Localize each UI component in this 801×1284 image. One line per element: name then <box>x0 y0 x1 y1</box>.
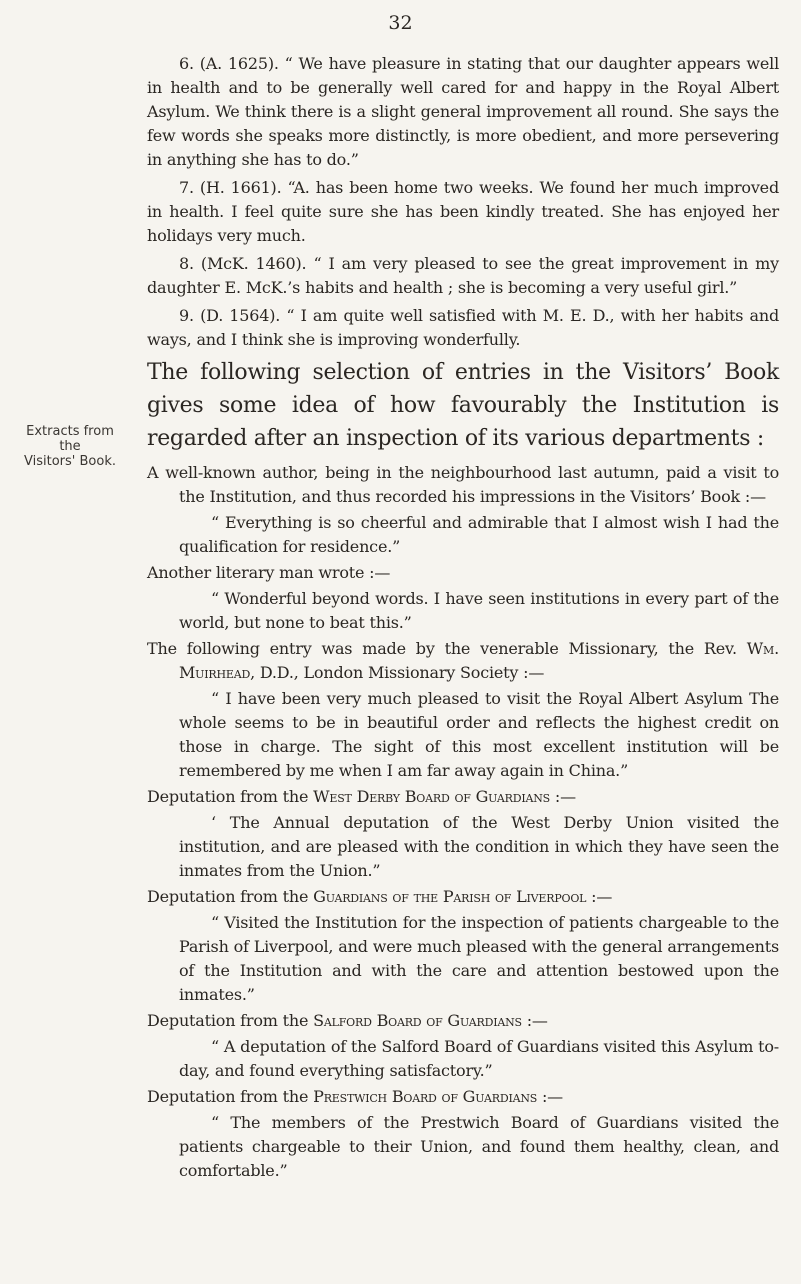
letter-paragraph: 7. (H. 1661). “A. has been home two weeks. We found her much improved in health. I feel quite sure she has been kindly treated. She has enjoyed her holidays very much. <box>147 178 779 245</box>
entry-intro <box>147 1085 779 1109</box>
entry-intro-text: :— <box>537 1087 563 1106</box>
entry-intro-text: , D.D., London Missionary Society :— <box>250 663 545 682</box>
entry-intro-text: :— <box>550 787 576 806</box>
entry-intro-text: Deputation from the <box>147 1011 314 1030</box>
entry-quote: “ Visited the Institution for the inspection of patients chargeable to the Parish of Liverpool, and were much pleased with the general arrangements of the Institution and with the care and attention bestowed upon the inmates.” <box>179 913 779 1004</box>
entry-quote: “ A deputation of the Salford Board of Guardians visited this Asylum to-day, and found everything satisfactory.” <box>179 1037 779 1080</box>
letter-paragraph: 8. (McK. 1460). “ I am very pleased to see the great improvement in my daughter E. McK.’s habits and health ; she is becoming a very useful girl.” <box>147 254 779 297</box>
page-number: 32 <box>388 12 413 34</box>
entry-quote: “ I have been very much pleased to visit the Royal Albert Asylum The whole seems to be in beautiful order and reflects the highest credit on those in charge. The sight of this most excellent institution will be remembered by me when I am far away again in China.” <box>179 689 779 780</box>
entry-quote: ‘ The Annual deputation of the West Derby Union visited the institution, and are pleased with the condition in which they have seen the inmates from the Union.” <box>179 813 779 880</box>
entry-intro-name: Guardians of the Parish of Liverpool <box>313 887 587 906</box>
letter-paragraph: 6. (A. 1625). “ We have pleasure in stating that our daughter appears well in health and to be generally well cared for and happy in the Royal Albert Asylum. We think there is a slight general improvement all round. She says the few words she speaks more distinctly, is more obedient, and more persevering in anything she has to do.” <box>147 54 779 169</box>
entry-quote: “ Wonderful beyond words. I have seen institutions in every part of the world, but none to beat this.” <box>179 589 779 632</box>
entry-intro-text: The following entry was made by the venerable Missionary, the Rev. <box>147 639 747 658</box>
entry-intro-text: Deputation from the <box>147 787 314 806</box>
entry-quote: “ Everything is so cheerful and admirable that I almost wish I had the qualification for residence.” <box>179 513 779 556</box>
margin-note-line: Visitors' Book. <box>24 454 116 469</box>
letter-paragraph: 9. (D. 1564). “ I am quite well satisfied with M. E. D., with her habits and ways, and I think she is improving wonderfully. <box>147 306 779 349</box>
entry-intro-text: :— <box>521 1011 548 1030</box>
main-text <box>147 52 779 1185</box>
entry-intro <box>147 785 779 809</box>
entry-intro: A well-known author, being in the neighbourhood last autumn, paid a visit to the Institution, and thus recorded his impressions in the Visitors’ Book :— <box>147 463 779 506</box>
entry-intro: Another literary man wrote :— <box>147 563 391 582</box>
entry-intro-name: West Derby Board of Guardians <box>313 787 551 806</box>
margin-note-line: Extracts from <box>26 424 114 439</box>
entry-intro-text: :— <box>586 887 613 906</box>
entry-intro-text: Deputation from the <box>147 1087 314 1106</box>
entry-intro-name: Prestwich Board of Guardians <box>313 1087 538 1106</box>
entry-intro-name: Salford Board of Guardians <box>313 1011 522 1030</box>
entry-intro-name: Wm. Muirhead <box>179 639 779 682</box>
entry-intro-text: Deputation from the <box>147 887 314 906</box>
margin-note-line: the <box>59 439 81 454</box>
entry-intro <box>147 885 779 909</box>
margin-note <box>0 424 140 469</box>
entry-intro <box>147 1009 779 1033</box>
entry-quote: “ The members of the Prestwich Board of Guardians visited the patients chargeable to their Union, and found them healthy, clean, and comfortable.” <box>179 1113 779 1180</box>
entry-intro <box>147 637 779 685</box>
section-lead-paragraph: The following selection of entries in the Visitors’ Book gives some idea of how favourably the Institution is regarded after an inspection of its various departments : <box>147 360 779 451</box>
